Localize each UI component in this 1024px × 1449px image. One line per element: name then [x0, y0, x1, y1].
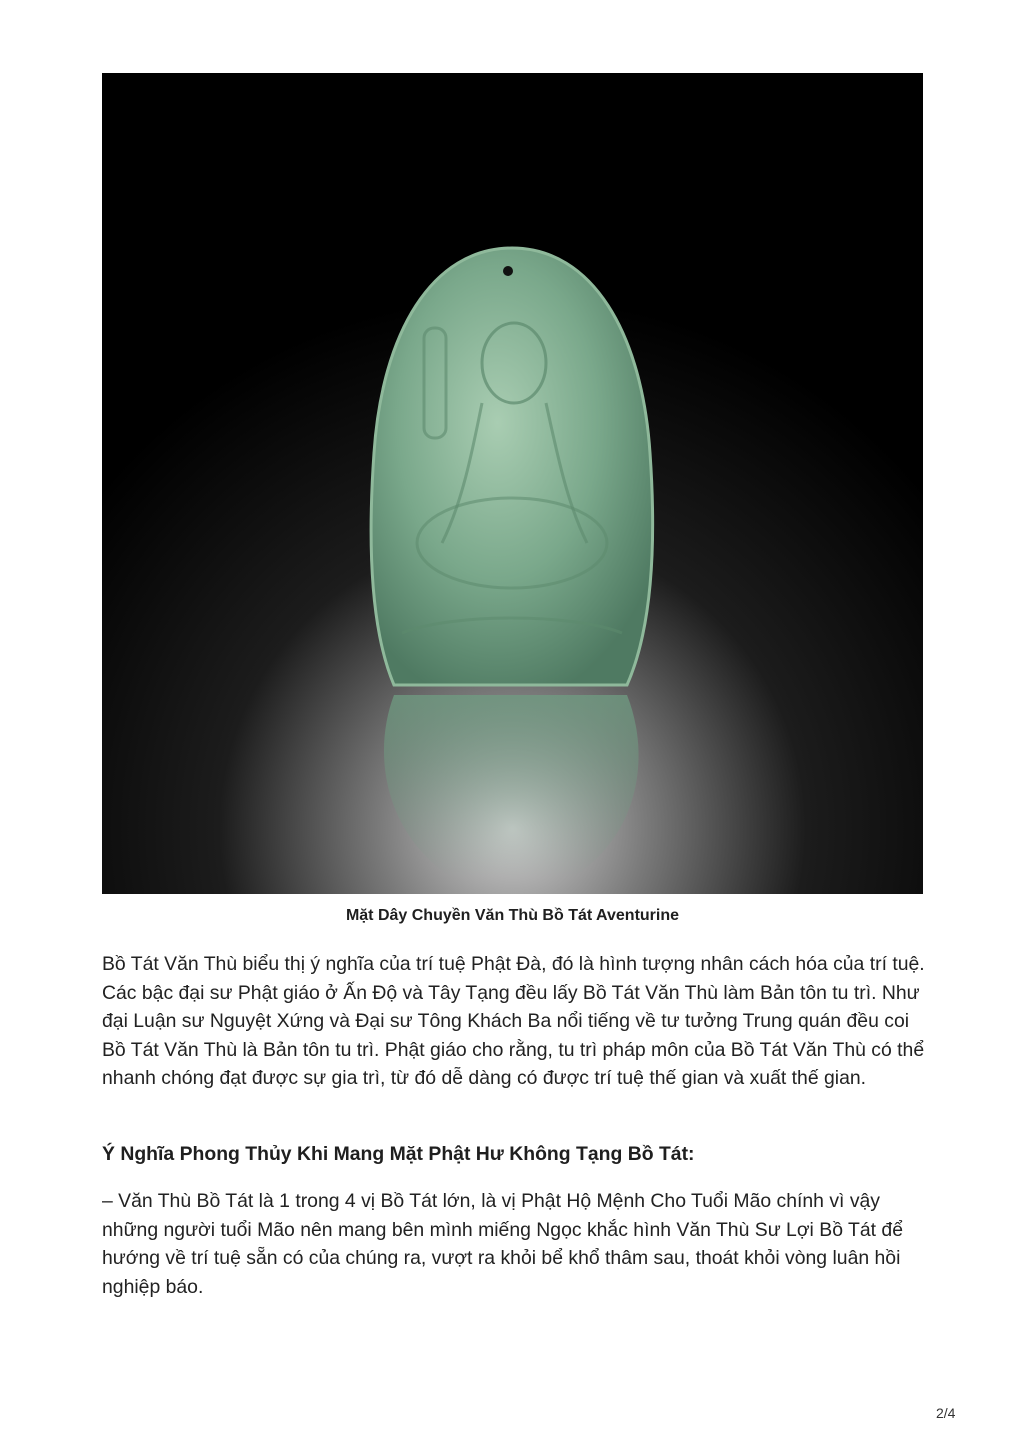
section-heading: Ý Nghĩa Phong Thủy Khi Mang Mặt Phật Hư Không Tạng Bồ Tát:	[102, 1143, 695, 1165]
jade-pendant-photo	[102, 73, 923, 894]
pendant-reflection	[384, 695, 639, 878]
page-number: 2/4	[936, 1405, 956, 1421]
figure-caption: Mặt Dây Chuyền Văn Thù Bồ Tát Aventurine	[345, 907, 680, 924]
body-paragraph-1: Bồ Tát Văn Thù biểu thị ý nghĩa của trí tuệ Phật Đà, đó là hình tượng nhân cách hóa của trí tuệ. Các bậc đại sư Phật giáo ở Ấn Độ và Tây Tạng đều lấy Bồ Tát Văn Thù làm Bản tôn tu trì. Như đại Luận sư Nguyệt Xứng và Đại sư Tông Khách Ba nổi tiếng về tư tưởng Trung quán đều coi Bồ Tát Văn Thù là Bản tôn tu trì. Phật giáo cho rằng, tu trì pháp môn của Bồ Tát Văn Thù có thể nhanh chóng đạt được sự gia trì, từ đó dễ dàng có được trí tuệ thế gian và xuất thế gian.	[102, 953, 925, 1089]
body-paragraph-2: – Văn Thù Bồ Tát là 1 trong 4 vị Bồ Tát lớn, là vị Phật Hộ Mệnh Cho Tuổi Mão chính vì vậy những người tuổi Mão nên mang bên mình miếng Ngọc khắc hình Văn Thù Sư Lợi Bồ Tát để hướng về trí tuệ sẵn có của chúng ra, vượt ra khỏi bể khổ thâm sau, thoát khỏi vòng luân hồi nghiệp báo.	[102, 1190, 903, 1298]
